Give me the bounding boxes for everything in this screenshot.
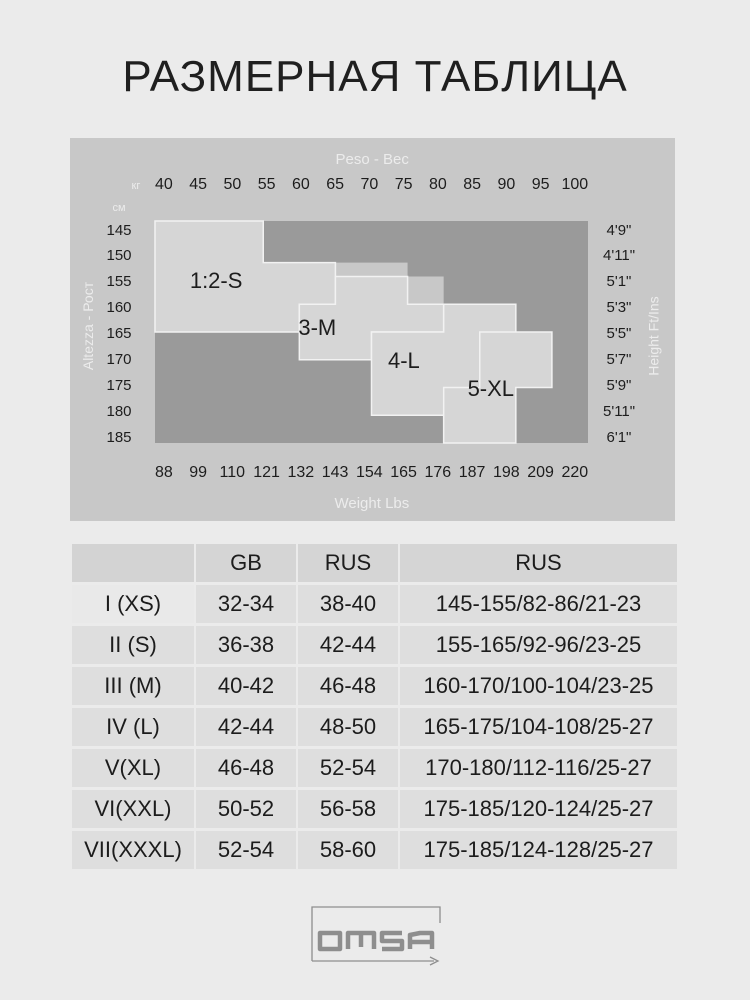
ft-tick-label: 5'1": [606, 273, 632, 291]
lbs-tick-label: 198: [493, 464, 520, 481]
table-row: [72, 790, 677, 828]
table-row: [72, 626, 677, 664]
cm-tick-label: 175: [106, 376, 132, 394]
table-row: [72, 749, 677, 787]
size-cell: I (XS): [72, 585, 194, 623]
size-cell: VII(XXXL): [72, 831, 194, 869]
ft-tick-label: 5'3": [606, 299, 632, 317]
header-cell-gb: GB: [196, 544, 296, 582]
kg-tick-label: 75: [394, 176, 413, 193]
page-title: РАЗМЕРНАЯ ТАБЛИЦА: [122, 52, 628, 101]
ft-tick-label: 6'1": [606, 428, 632, 446]
cm-unit-label: см: [112, 202, 126, 214]
cm-tick-label: 180: [106, 402, 132, 420]
kg-tick-label: 70: [360, 176, 379, 193]
ft-tick-label: 5'9": [606, 376, 632, 394]
table-row: [72, 667, 677, 705]
table-row: [72, 708, 677, 746]
gb-cell: 46-48: [196, 749, 296, 787]
rus-cell: 38-40: [298, 585, 398, 623]
size-cell: IV (L): [72, 708, 194, 746]
cm-tick-label: 170: [106, 351, 132, 368]
zone-label-1: 1:2-S: [189, 267, 243, 293]
size-cell: VI(XXL): [72, 790, 194, 828]
header-cell-rus-measurements: RUS: [400, 544, 677, 582]
table-row: [72, 831, 677, 869]
kg-tick-label: 85: [463, 176, 482, 193]
lbs-tick-label: 165: [390, 464, 417, 481]
lbs-tick-label: 132: [287, 464, 315, 481]
kg-tick-label: 60: [292, 176, 310, 193]
ft-tick-label: 4'9": [606, 221, 632, 239]
lbs-tick-label: 143: [321, 464, 349, 481]
bottom-axis-label: Weight Lbs: [334, 494, 410, 512]
gb-cell: 40-42: [196, 667, 296, 705]
kg-tick-label: 55: [257, 176, 276, 193]
measurements-cell: 175-185/124-128/25-27: [400, 831, 677, 869]
cm-tick-label: 155: [106, 273, 132, 291]
kg-tick-label: 50: [223, 176, 242, 193]
rus-cell: 58-60: [298, 831, 398, 869]
size-table: [70, 541, 679, 872]
kg-tick-label: 80: [429, 176, 447, 193]
measurements-cell: 145-155/82-86/21-23: [400, 585, 677, 623]
lbs-tick-label: 88: [155, 464, 173, 481]
lbs-tick-label: 209: [527, 464, 554, 481]
cm-tick-label: 165: [106, 325, 132, 343]
lbs-tick-label: 187: [458, 464, 486, 481]
rus-cell: 46-48: [298, 667, 398, 705]
rus-cell: 52-54: [298, 749, 398, 787]
lbs-tick-label: 121: [253, 464, 280, 481]
kg-tick-label: 40: [155, 176, 173, 193]
kg-tick-label: 45: [189, 176, 208, 193]
ft-tick-label: 5'5": [606, 325, 632, 343]
rus-cell: 56-58: [298, 790, 398, 828]
gb-cell: 42-44: [196, 708, 296, 746]
lbs-tick-label: 154: [356, 464, 383, 481]
zone-label-3: 4-L: [387, 347, 420, 373]
measurements-cell: 160-170/100-104/23-25: [400, 667, 677, 705]
cm-tick-label: 160: [106, 299, 132, 317]
table-header-row: [72, 544, 677, 582]
cm-tick-label: 145: [106, 221, 132, 239]
zone-label-4: 5-XL: [467, 375, 515, 401]
size-cell: III (M): [72, 667, 194, 705]
cm-tick-label: 150: [106, 247, 132, 265]
zone-label-2: 3-M: [298, 314, 337, 340]
left-axis-label: Altezza - Рост: [80, 281, 97, 371]
gb-cell: 50-52: [196, 790, 296, 828]
measurements-cell: 175-185/120-124/25-27: [400, 790, 677, 828]
top-axis-label: Peso - Вес: [335, 150, 409, 168]
gb-cell: 52-54: [196, 831, 296, 869]
kg-tick-label: 95: [531, 176, 550, 193]
lbs-tick-label: 176: [424, 464, 452, 481]
ft-tick-label: 4'11": [603, 247, 636, 265]
cm-tick-label: 185: [106, 428, 132, 446]
kg-tick-label: 65: [326, 176, 345, 193]
lbs-tick-label: 99: [189, 464, 208, 481]
ft-tick-label: 5'11": [603, 402, 636, 420]
header-cell-size: [72, 544, 194, 582]
omsa-logo: [304, 903, 446, 971]
gb-cell: 32-34: [196, 585, 296, 623]
rus-cell: 42-44: [298, 626, 398, 664]
header-cell-rus: RUS: [298, 544, 398, 582]
size-cell: V(XL): [72, 749, 194, 787]
measurements-cell: 170-180/112-116/25-27: [400, 749, 677, 787]
ft-tick-label: 5'7": [606, 351, 632, 368]
right-axis-label: Height Ft/Ins: [645, 296, 662, 376]
gb-cell: 36-38: [196, 626, 296, 664]
measurements-cell: 165-175/104-108/25-27: [400, 708, 677, 746]
kg-tick-label: 100: [561, 176, 589, 193]
lbs-tick-label: 110: [219, 464, 246, 481]
kg-tick-label: 90: [497, 176, 516, 193]
measurements-cell: 155-165/92-96/23-25: [400, 626, 677, 664]
lbs-tick-label: 220: [561, 464, 589, 481]
rus-cell: 48-50: [298, 708, 398, 746]
table-row: [72, 585, 677, 623]
size-cell: II (S): [72, 626, 194, 664]
kg-unit-label: кг: [131, 180, 141, 192]
